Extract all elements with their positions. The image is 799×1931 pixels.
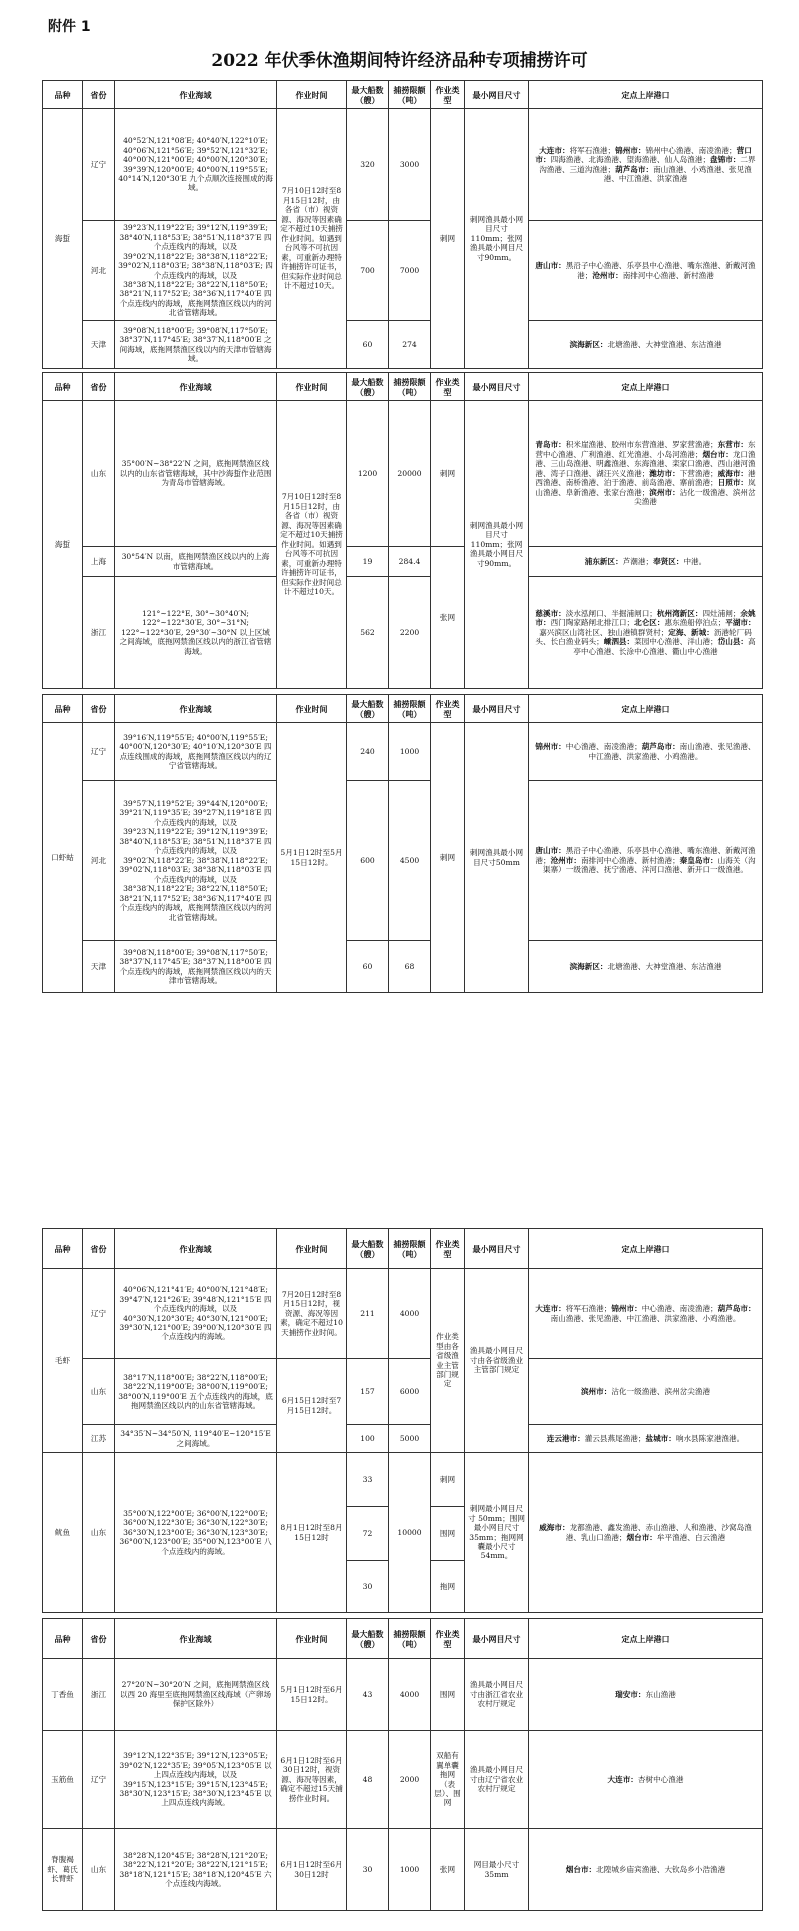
cell-area: 40°52′N,121°08′E; 40°40′N,122°10′E; 40°06′N,121°56′E; 39°52′N,121°32′E; 40°00′N,121°00′E; 40°00′N,120°30′E; 39°39′N,120°00′E; 40°00′N,119°55′E; 40°14′N,120°30′E 九个点顺次连接围成的海域。 [115, 109, 277, 221]
cell-boats: 19 [347, 547, 389, 577]
cell-time: 6月15日12时至7月15日12时。 [277, 1359, 347, 1453]
cell-time: 5月1日12时至6月15日12时。 [277, 1659, 347, 1731]
cell-area: 39°16′N,119°55′E; 40°00′N,119°55′E; 40°00′N,120°30′E; 40°10′N,120°30′E 四点连线围成的海域，底拖网禁渔区线以内的辽宁省管辖海域。 [115, 723, 277, 781]
cell-ports: 威海市：龙都渔港、鑫发渔港、赤山渔港、人和渔港、沙窝岛渔港、乳山口渔港；烟台市：牟平渔港、白云渔港 [529, 1453, 763, 1613]
cell-province: 山东 [83, 1359, 115, 1425]
cell-boats: 600 [347, 781, 389, 941]
header-province: 省份 [83, 81, 115, 109]
header-species: 品种 [43, 695, 83, 723]
header-ports: 定点上岸港口 [529, 695, 763, 723]
cell-boats: 60 [347, 321, 389, 369]
cell-quota: 1000 [389, 723, 431, 781]
cell-type: 张网 [431, 1829, 465, 1911]
cell-province: 辽宁 [83, 723, 115, 781]
cell-type: 刺网 [431, 1453, 465, 1507]
cell-ports: 滨州市：沾化一级渔港、滨州岔尖渔港 [529, 1359, 763, 1425]
cell-ports: 大连市：将军石渔港；锦州市：中心渔港、南凌渔港；葫芦岛市：南山渔港、张见渔港、中江渔港、洪家渔港、小鸡渔港。 [529, 1269, 763, 1359]
header-quota: 捕捞限额（吨） [389, 1229, 431, 1269]
cell-species: 脊腹褐虾、葛氏长臂虾 [43, 1829, 83, 1911]
header-area: 作业海域 [115, 81, 277, 109]
cell-mesh: 渔具最小网目尺寸由浙江省农业农村厅规定 [465, 1659, 529, 1731]
cell-province: 山东 [83, 1829, 115, 1911]
cell-quota: 20000 [389, 401, 431, 547]
cell-area: 40°06′N,121°41′E; 40°00′N,121°48′E; 39°47′N,121°26′E; 39°48′N,121°15′E 四个点连线内的海域，以及 40°30′N,120°30′E; 40°30′N,121°00′E; 39°30′N,121°00′E; 39°00′N,120°30′E 四个点连线内的海域。 [115, 1269, 277, 1359]
cell-province: 辽宁 [83, 109, 115, 221]
cell-boats: 33 [347, 1453, 389, 1507]
cell-province: 辽宁 [83, 1269, 115, 1359]
header-ports: 定点上岸港口 [529, 1619, 763, 1659]
cell-boats: 320 [347, 109, 389, 221]
header-ports: 定点上岸港口 [529, 81, 763, 109]
cell-mesh: 渔具最小网目尺寸由各省级渔业主管部门规定 [465, 1269, 529, 1453]
cell-area: 38°28′N,120°45′E; 38°28′N,121°20′E; 38°22′N,121°20′E; 38°22′N,121°15′E; 38°18′N,121°15′E; 38°18′N,120°45′E 六个点连线内海域。 [115, 1829, 277, 1911]
cell-boats: 157 [347, 1359, 389, 1425]
cell-ports: 浦东新区：芦潮港；奉贤区：中港。 [529, 547, 763, 577]
cell-species: 丁香鱼 [43, 1659, 83, 1731]
header-species: 品种 [43, 1229, 83, 1269]
cell-ports: 瑞安市：东山渔港 [529, 1659, 763, 1731]
cell-area: 39°12′N,122°35′E; 39°12′N,123°05′E; 39°02′N,122°35′E; 39°05′N,123°05′E 以上四点连线内海域，以及 39°15′N,123°15′E; 39°15′N,123°45′E; 38°30′N,123°15′E; 38°30′N,123°45′E 以上四点连线内海域。 [115, 1731, 277, 1829]
cell-area: 27°20′N~30°20′N 之间，底拖网禁渔区线以西 20 海里至底拖网禁渔区线海域（产卵场保护区除外） [115, 1659, 277, 1731]
cell-type: 刺网 [431, 401, 465, 547]
header-species: 品种 [43, 373, 83, 401]
cell-area: 39°23′N,119°22′E; 39°12′N,119°39′E; 38°40′N,118°53′E; 38°51′N,118°37′E 四个点连线内的海域，以及 39°02′N,118°22′E; 38°38′N,118°22′E; 39°02′N,118°03′E; 38°38′N,118°03′E; 四个点连线内的海域，以及 38°38′N,118°22′E; 38°22′N,118°50′E; 38°21′N,117°52′E; 38°36′N,117°40′E 四个点连线内的海域，底拖网禁渔区线以内的河北省管辖海域。 [115, 221, 277, 321]
cell-mesh: 网目最小尺寸35mm [465, 1829, 529, 1911]
header-type: 作业类型 [431, 373, 465, 401]
header-boats: 最大船数（艘） [347, 1619, 389, 1659]
cell-area: 39°57′N,119°52′E; 39°44′N,120°00′E; 39°21′N,119°35′E; 39°27′N,119°18′E 四个点连线内的海域，以及 39°23′N,119°22′E; 39°12′N,119°39′E; 38°40′N,118°53′E; 38°51′N,118°37′E 四个点连线内的海域，以及 39°02′N,118°22′E; 38°38′N,118°22′E; 39°02′N,118°03′E; 38°38′N,118°03′E 四个点连线内的海域，以及 38°38′N,118°22′E; 38°22′N,118°50′E; 38°21′N,117°52′E; 38°36′N,117°40′E 四个点连线内的海域，底拖网禁渔区线以内的河北省管辖海域。 [115, 781, 277, 941]
cell-type: 围网 [431, 1659, 465, 1731]
cell-ports: 滨海新区：北塘渔港、大神堂渔港、东沽渔港 [529, 321, 763, 369]
cell-ports: 慈溪市：淡水泓闸口、半掘浦闸口；杭州湾新区：四灶浦闸；余姚市：西门陶家路闸北排江口；北仑区：惠东渔船停泊点；平湖市：嘉兴滨区山湾社区、独山港镇群贤村；定海、新城：沥港轮厂码头、长白渔业码头；嵊泗县：菜园中心渔港、洋山港；岱山县：高亭中心渔港、长涂中心渔港、衢山中心渔港 [529, 577, 763, 689]
cell-species: 口虾蛄 [43, 723, 83, 993]
cell-boats: 72 [347, 1507, 389, 1561]
cell-time: 7月10日12时至8月15日12时，由各省（市）视资源、海况等因素确定不超过10天捕捞作业时间。如遇到台风等不可抗因素，可重新办理特许捕捞许可证书，但实际作业时间总计不超过10天。 [277, 109, 347, 369]
cell-quota: 7000 [389, 221, 431, 321]
cell-species: 毛虾 [43, 1269, 83, 1453]
cell-area: 39°08′N,118°00′E; 39°08′N,117°50′E; 38°37′N,117°45′E; 38°37′N,118°00′E 四个点连线内的海域，底拖网禁渔区线以内的天津市管辖海域。 [115, 941, 277, 993]
cell-province: 浙江 [83, 577, 115, 689]
cell-province: 山东 [83, 1453, 115, 1613]
cell-type: 双船有翼单囊拖网（表层）、围网 [431, 1731, 465, 1829]
header-mesh: 最小网目尺寸 [465, 1229, 529, 1269]
cell-province: 辽宁 [83, 1731, 115, 1829]
cell-time: 7月20日12时至8月15日12时，视资源、海况等因素，确定不超过10天捕捞作业时间。 [277, 1269, 347, 1359]
header-ports: 定点上岸港口 [529, 1229, 763, 1269]
cell-boats: 211 [347, 1269, 389, 1359]
attachment-label: 附件 1 [48, 19, 91, 35]
header-species: 品种 [43, 81, 83, 109]
cell-quota: 5000 [389, 1425, 431, 1453]
cell-area: 121°~122°E, 30°~30°40′N; 122°~122°30′E, 30°~31°N; 122°~122°30′E, 29°30′~30°N 以上区域之间海域，底拖网禁渔区线以内的浙江省管辖海域。 [115, 577, 277, 689]
header-time: 作业时间 [277, 373, 347, 401]
cell-quota: 4000 [389, 1659, 431, 1731]
header-type: 作业类型 [431, 1619, 465, 1659]
cell-boats: 700 [347, 221, 389, 321]
header-province: 省份 [83, 1619, 115, 1659]
cell-boats: 43 [347, 1659, 389, 1731]
cell-mesh: 刺网渔具最小网目尺寸50mm [465, 723, 529, 993]
cell-species: 海蜇 [43, 401, 83, 689]
cell-boats: 240 [347, 723, 389, 781]
cell-boats: 1200 [347, 401, 389, 547]
cell-boats: 30 [347, 1829, 389, 1911]
header-species: 品种 [43, 1619, 83, 1659]
cell-type: 作业类型由各省级渔业主管部门规定 [431, 1269, 465, 1453]
cell-quota: 1000 [389, 1829, 431, 1911]
cell-time: 7月10日12时至8月15日12时，由各省（市）视资源、海况等因素确定不超过10天捕捞作业时间。如遇到台风等不可抗因素，可重新办理特许捕捞许可证书，但实际作业时间总计不超过10天。 [277, 401, 347, 689]
cell-type: 围网 [431, 1507, 465, 1561]
cell-province: 天津 [83, 941, 115, 993]
cell-quota: 68 [389, 941, 431, 993]
header-time: 作业时间 [277, 695, 347, 723]
cell-province: 山东 [83, 401, 115, 547]
cell-time: 5月1日12时至5月15日12时。 [277, 723, 347, 993]
cell-province: 河北 [83, 221, 115, 321]
header-boats: 最大船数（艘） [347, 1229, 389, 1269]
cell-quota: 284.4 [389, 547, 431, 577]
cell-time: 6月1日12时至6月30日12时 [277, 1829, 347, 1911]
table-block-misc-species [42, 1618, 763, 1911]
cell-quota: 2000 [389, 1731, 431, 1829]
cell-boats: 48 [347, 1731, 389, 1829]
header-time: 作业时间 [277, 1619, 347, 1659]
cell-area: 39°08′N,118°00′E; 39°08′N,117°50′E; 38°37′N,117°45′E; 38°37′N,118°00′E 之间海域，底拖网禁渔区线以内的天津市管辖海域。 [115, 321, 277, 369]
header-area: 作业海域 [115, 373, 277, 401]
cell-ports: 唐山市：黑沿子中心渔港、乐亭县中心渔港、嘴东渔港、新戴河渔港；沧州市：南排河中心渔港、新村渔港 [529, 221, 763, 321]
cell-type: 拖网 [431, 1561, 465, 1613]
cell-mesh: 刺网渔具最小网目尺寸110mm；张网渔具最小网目尺寸90mm。 [465, 401, 529, 689]
header-quota: 捕捞限额（吨） [389, 1619, 431, 1659]
header-type: 作业类型 [431, 81, 465, 109]
cell-time: 6月1日12时至6月30日12时，视资源、海况等因素，确定不超过15天捕捞作业时间。 [277, 1731, 347, 1829]
cell-boats: 562 [347, 577, 389, 689]
cell-province: 天津 [83, 321, 115, 369]
cell-mesh: 渔具最小网目尺寸由辽宁省农业农村厅规定 [465, 1731, 529, 1829]
cell-ports: 唐山市：黑沿子中心渔港、乐亭县中心渔港、嘴东渔港、新戴河渔港；沧州市：南排河中心渔港、新村渔港；秦皇岛市：山海关（沟渠寨）一级渔港、抚宁渔港、洋河口渔港、新开口一级渔港。 [529, 781, 763, 941]
cell-type: 刺网 [431, 109, 465, 369]
document-title: 2022 年伏季休渔期间特许经济品种专项捕捞许可 [211, 51, 588, 71]
table-block-krill-squid [42, 1228, 763, 1613]
cell-boats: 60 [347, 941, 389, 993]
header-area: 作业海域 [115, 695, 277, 723]
cell-species: 鱿鱼 [43, 1453, 83, 1613]
cell-ports: 滨海新区：北塘渔港、大神堂渔港、东沽渔港 [529, 941, 763, 993]
cell-province: 江苏 [83, 1425, 115, 1453]
cell-ports: 大连市：杏树中心渔港 [529, 1731, 763, 1829]
cell-area: 38°17′N,118°00′E; 38°22′N,118°00′E; 38°22′N,119°00′E; 38°00′N,119°00′E; 38°00′N,119°00′E 五个点连线内的海域，底拖网禁渔区线以内的山东省管辖海域。 [115, 1359, 277, 1425]
header-mesh: 最小网目尺寸 [465, 373, 529, 401]
cell-boats: 100 [347, 1425, 389, 1453]
cell-mesh: 刺网渔具最小网目尺寸110mm；张网渔具最小网目尺寸90mm。 [465, 109, 529, 369]
cell-area: 35°00′N~38°22′N 之间，底拖网禁渔区线以内的山东省管辖海域，其中沙海蜇作业范围为青岛市管辖海域。 [115, 401, 277, 547]
cell-ports: 青岛市：积米崖渔港、胶州市东营渔港、罗家营渔港；东营市：东营中心渔港、广利渔港、红光渔港、小岛河渔港；烟台市：龙口渔港、三山岛渔港、明鑫渔港、东海渔港、栾家口渔港、西山港河渔港、湾子口渔港、湖汪兴义渔港；潍坊市：下营渔港；威海市：港西渔港、南桥渔港、泊于渔港、前岛渔港、寨前渔港；日照市：岚山渔港、阜新渔港、张家台渔港；滨州市：沾化一级渔港、滨州岔尖渔港 [529, 401, 763, 547]
header-mesh: 最小网目尺寸 [465, 1619, 529, 1659]
header-time: 作业时间 [277, 81, 347, 109]
cell-type: 刺网 [431, 723, 465, 993]
cell-province: 河北 [83, 781, 115, 941]
header-province: 省份 [83, 695, 115, 723]
cell-quota: 10000 [389, 1453, 431, 1613]
cell-time: 8月1日12时至8月15日12时 [277, 1453, 347, 1613]
header-time: 作业时间 [277, 1229, 347, 1269]
header-type: 作业类型 [431, 1229, 465, 1269]
header-area: 作业海域 [115, 1229, 277, 1269]
cell-quota: 3000 [389, 109, 431, 221]
cell-area: 34°35′N~34°50′N, 119°40′E~120°15′E 之间海域。 [115, 1425, 277, 1453]
table-block-mantis-shrimp [42, 694, 763, 993]
cell-quota: 4000 [389, 1269, 431, 1359]
header-quota: 捕捞限额（吨） [389, 373, 431, 401]
header-province: 省份 [83, 373, 115, 401]
header-quota: 捕捞限额（吨） [389, 81, 431, 109]
header-quota: 捕捞限额（吨） [389, 695, 431, 723]
cell-province: 上海 [83, 547, 115, 577]
cell-quota: 6000 [389, 1359, 431, 1425]
cell-ports: 锦州市：中心渔港、南凌渔港；葫芦岛市：南山渔港、张见渔港、中江渔港、洪家渔港、小鸡渔港。 [529, 723, 763, 781]
table-block-jellyfish-north [42, 80, 763, 369]
table-block-jellyfish-south [42, 372, 763, 689]
cell-quota: 2200 [389, 577, 431, 689]
header-boats: 最大船数（艘） [347, 81, 389, 109]
cell-ports: 烟台市：北隍城乡庙宾渔港、大钦岛乡小浩渔港 [529, 1829, 763, 1911]
header-province: 省份 [83, 1229, 115, 1269]
header-mesh: 最小网目尺寸 [465, 695, 529, 723]
cell-quota: 4500 [389, 781, 431, 941]
cell-area: 35°00′N,122°00′E; 36°00′N,122°00′E; 36°00′N,122°30′E; 36°30′N,122°30′E; 36°30′N,123°00′E; 36°30′N,123°30′E; 36°00′N,123°00′E; 35°00′N,123°00′E 八个点连线内的海域。 [115, 1453, 277, 1613]
header-ports: 定点上岸港口 [529, 373, 763, 401]
cell-boats: 30 [347, 1561, 389, 1613]
cell-area: 30°54′N 以南，底拖网禁渔区线以内的上海市管辖海域。 [115, 547, 277, 577]
cell-ports: 大连市：将军石渔港；锦州市：锦州中心渔港、南凌渔港；营口市：四海渔港、北海渔港、望海渔港、仙人岛渔港；盘锦市：二界沟渔港、三道沟渔港；葫芦岛市：南山渔港、小鸡渔港、张见渔港、中江渔港、洪家渔港 [529, 109, 763, 221]
cell-quota: 274 [389, 321, 431, 369]
header-boats: 最大船数（艘） [347, 695, 389, 723]
cell-species: 海蜇 [43, 109, 83, 369]
cell-ports: 连云港市：灌云县燕尾渔港；盐城市：响水县陈家港渔港。 [529, 1425, 763, 1453]
cell-province: 浙江 [83, 1659, 115, 1731]
header-area: 作业海域 [115, 1619, 277, 1659]
header-mesh: 最小网目尺寸 [465, 81, 529, 109]
cell-type: 张网 [431, 547, 465, 689]
header-type: 作业类型 [431, 695, 465, 723]
cell-mesh: 刺网最小网目尺寸 50mm；围网最小网目尺寸35mm；拖网网囊最小尺寸54mm。 [465, 1453, 529, 1613]
header-boats: 最大船数（艘） [347, 373, 389, 401]
cell-species: 玉筋鱼 [43, 1731, 83, 1829]
